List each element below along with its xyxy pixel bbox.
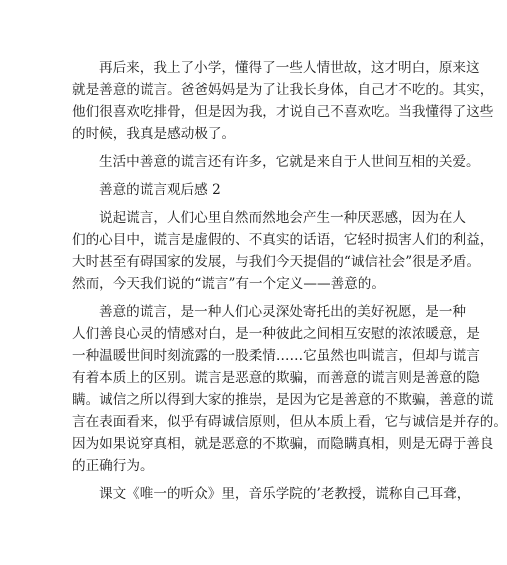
paragraph-5	[72, 483, 471, 505]
text-line: 就是善意的谎言。爸爸妈妈是为了让我长身体，自己才不吃的。其实，	[72, 82, 494, 98]
text-line: 课文《唯一的听众》里，音乐学院的’老教授，谎称自己耳聋，	[99, 486, 471, 502]
heading-text: 善意的谎言观后感 2	[99, 182, 221, 198]
section-heading	[72, 179, 444, 201]
paragraph-3	[72, 207, 494, 295]
text-line: 大时甚至有碍国家的发展，与我们今天提倡的“诚信社会”很是矛盾。	[72, 254, 481, 270]
text-line: 们的心目中，谎言是虚假的、不真实的话语，它轻时损害人们的利益，	[72, 232, 494, 248]
text-line: 善意的谎言，是一种人们心灵深处寄托出的美好祝愿，是一种	[99, 304, 467, 320]
text-line: 说起谎言，人们心里自然而然地会产生一种厌恶感，因为在人	[99, 210, 467, 226]
paragraph-1	[72, 57, 494, 145]
text-line: 的时候，我真是感动极了。	[72, 126, 236, 142]
text-line: 他们很喜欢吃排骨，但是因为我，才说自己不喜欢吃。当我懂得了这些	[72, 104, 494, 120]
document-page	[72, 57, 507, 511]
text-line: 生活中善意的谎言还有许多，它就是来自于人世间互相的关爱。	[99, 154, 480, 170]
text-line: 言在表面看来，似乎有碍诚信原则，但从本质上看，它与诚信是并存的。	[72, 414, 507, 430]
text-line: 瞒。诚信之所以得到大家的推崇，是因为它是善意的不欺骗，善意的谎	[72, 392, 494, 408]
text-line: 再后来，我上了小学，懂得了一些人情世故，这才明白，原来这	[99, 60, 480, 76]
paragraph-4	[72, 301, 507, 477]
text-line: 一种温暖世间时刻流露的一股柔情……它虽然也叫谎言，但却与谎言	[72, 348, 480, 364]
text-line: 然而，今天我们说的“谎言”有一个定义——善意的。	[72, 276, 385, 292]
text-line: 有着本质上的区别。谎言是恶意的欺骗，而善意的谎言则是善意的隐	[72, 370, 480, 386]
text-line: 人们善良心灵的情感对白，是一种彼此之间相互安慰的浓浓暖意，是	[72, 326, 480, 342]
paragraph-2	[72, 151, 480, 173]
text-line: 的正确行为。	[72, 458, 154, 474]
text-line: 因为如果说穿真相，就是恶意的不欺骗，而隐瞒真相，则是无碍于善良	[72, 436, 494, 452]
